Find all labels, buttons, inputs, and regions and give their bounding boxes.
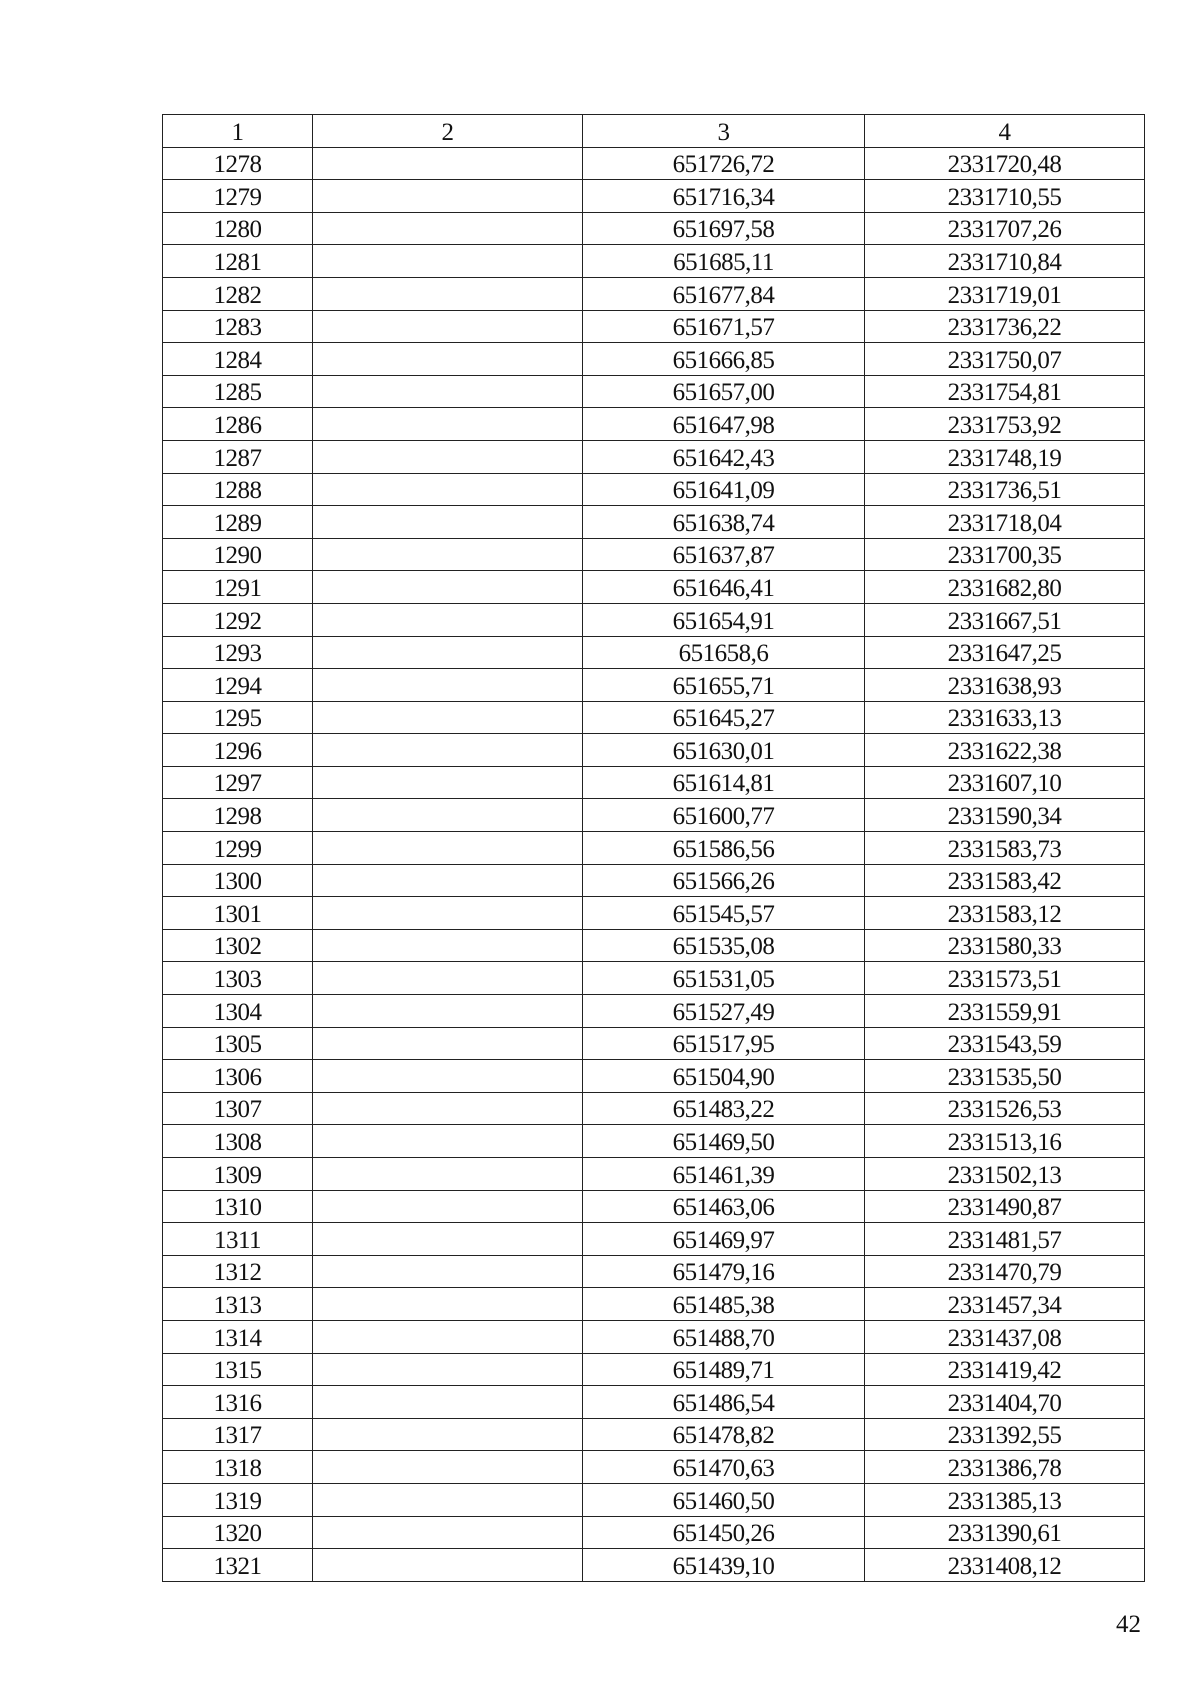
table-cell-col-2 [313,603,583,636]
table-cell-col-3: 651485,38 [583,1288,865,1321]
table-row [163,277,1145,310]
table-row [163,1158,1145,1191]
table-row [163,1223,1145,1256]
table-cell-col-4: 2331754,81 [865,375,1145,408]
table-cell-col-4: 2331710,84 [865,245,1145,278]
table-cell-col-4: 2331750,07 [865,343,1145,376]
table-cell-col-3: 651469,97 [583,1223,865,1256]
table-cell-col-2 [313,1386,583,1419]
table-row [163,1353,1145,1386]
table-row [163,1320,1145,1353]
table-cell-col-2 [313,1451,583,1484]
table-cell-col-3: 651726,72 [583,147,865,180]
table-cell-col-4: 2331573,51 [865,962,1145,995]
table-cell-col-2 [313,1353,583,1386]
table-cell-col-3: 651517,95 [583,1027,865,1060]
table-cell-col-2 [313,1027,583,1060]
table-row [163,929,1145,962]
table-cell-col-2 [313,864,583,897]
table-row [163,375,1145,408]
table-cell-col-1: 1287 [163,440,313,473]
table-cell-col-4: 2331719,01 [865,277,1145,310]
table-cell-col-4: 2331583,42 [865,864,1145,897]
table-cell-col-4: 2331404,70 [865,1386,1145,1419]
table-row [163,147,1145,180]
table-body [163,147,1145,1581]
table-cell-col-2 [313,375,583,408]
table-row [163,408,1145,441]
table-cell-col-3: 651488,70 [583,1320,865,1353]
table-cell-col-2 [313,995,583,1028]
table-cell-col-3: 651463,06 [583,1190,865,1223]
table-row [163,1288,1145,1321]
table-cell-col-1: 1296 [163,734,313,767]
table-cell-col-1: 1319 [163,1483,313,1516]
table-row [163,1125,1145,1158]
table-cell-col-4: 2331580,33 [865,929,1145,962]
table-cell-col-4: 2331748,19 [865,440,1145,473]
table-cell-col-4: 2331392,55 [865,1418,1145,1451]
table-cell-col-4: 2331490,87 [865,1190,1145,1223]
table-cell-col-1: 1309 [163,1158,313,1191]
table-cell-col-3: 651478,82 [583,1418,865,1451]
table-cell-col-3: 651658,6 [583,636,865,669]
table-row [163,1451,1145,1484]
table-cell-col-3: 651470,63 [583,1451,865,1484]
table-cell-col-3: 651527,49 [583,995,865,1028]
table-cell-col-1: 1284 [163,343,313,376]
table-cell-col-4: 2331720,48 [865,147,1145,180]
table-cell-col-4: 2331543,59 [865,1027,1145,1060]
header-cell-3: 3 [583,115,865,148]
table-cell-col-1: 1312 [163,1255,313,1288]
table-cell-col-1: 1311 [163,1223,313,1256]
table-cell-col-3: 651545,57 [583,897,865,930]
table-cell-col-2 [313,1549,583,1582]
table-cell-col-2 [313,1060,583,1093]
table-cell-col-1: 1303 [163,962,313,995]
table-cell-col-2 [313,310,583,343]
table-row [163,1060,1145,1093]
table-row [163,310,1145,343]
table-cell-col-2 [313,473,583,506]
table-cell-col-1: 1291 [163,571,313,604]
table-cell-col-1: 1315 [163,1353,313,1386]
table-row [163,440,1145,473]
table-cell-col-1: 1321 [163,1549,313,1582]
table-cell-col-1: 1299 [163,832,313,865]
table-cell-col-2 [313,897,583,930]
table-cell-col-4: 2331710,55 [865,180,1145,213]
table-cell-col-3: 651489,71 [583,1353,865,1386]
table-row [163,1386,1145,1419]
table-cell-col-1: 1281 [163,245,313,278]
table-cell-col-4: 2331390,61 [865,1516,1145,1549]
table-cell-col-1: 1280 [163,212,313,245]
table-cell-col-4: 2331607,10 [865,766,1145,799]
table-cell-col-3: 651461,39 [583,1158,865,1191]
table-cell-col-3: 651483,22 [583,1092,865,1125]
table-cell-col-1: 1304 [163,995,313,1028]
table-cell-col-1: 1317 [163,1418,313,1451]
table-cell-col-4: 2331638,93 [865,669,1145,702]
table-cell-col-1: 1293 [163,636,313,669]
table-cell-col-4: 2331736,22 [865,310,1145,343]
table-cell-col-1: 1282 [163,277,313,310]
table-cell-col-4: 2331385,13 [865,1483,1145,1516]
table-cell-col-2 [313,1483,583,1516]
table-cell-col-3: 651479,16 [583,1255,865,1288]
table-cell-col-4: 2331437,08 [865,1320,1145,1353]
table-cell-col-3: 651657,00 [583,375,865,408]
table-cell-col-1: 1295 [163,701,313,734]
table-cell-col-2 [313,1092,583,1125]
table-cell-col-3: 651460,50 [583,1483,865,1516]
table-row [163,701,1145,734]
table-row [163,962,1145,995]
table-cell-col-3: 651630,01 [583,734,865,767]
table-cell-col-2 [313,766,583,799]
table-row [163,245,1145,278]
table-cell-col-2 [313,538,583,571]
table-cell-col-3: 651641,09 [583,473,865,506]
table-row [163,766,1145,799]
table-cell-col-4: 2331700,35 [865,538,1145,571]
table-cell-col-3: 651469,50 [583,1125,865,1158]
table-cell-col-3: 651535,08 [583,929,865,962]
table-cell-col-2 [313,245,583,278]
table-cell-col-4: 2331502,13 [865,1158,1145,1191]
table-cell-col-2 [313,1223,583,1256]
table-cell-col-4: 2331682,80 [865,571,1145,604]
coordinates-table [162,114,1145,1582]
table-cell-col-1: 1292 [163,603,313,636]
table-cell-col-4: 2331707,26 [865,212,1145,245]
table-cell-col-2 [313,1125,583,1158]
table-cell-col-2 [313,669,583,702]
table-cell-col-1: 1301 [163,897,313,930]
table-cell-col-2 [313,147,583,180]
table-cell-col-1: 1320 [163,1516,313,1549]
table-cell-col-3: 651671,57 [583,310,865,343]
table-cell-col-2 [313,1255,583,1288]
table-cell-col-4: 2331590,34 [865,799,1145,832]
table-cell-col-3: 651504,90 [583,1060,865,1093]
table-row [163,864,1145,897]
table-cell-col-2 [313,799,583,832]
table-cell-col-2 [313,571,583,604]
header-cell-1: 1 [163,115,313,148]
table-cell-col-4: 2331526,53 [865,1092,1145,1125]
table-cell-col-3: 651439,10 [583,1549,865,1582]
table-cell-col-1: 1314 [163,1320,313,1353]
table-cell-col-3: 651677,84 [583,277,865,310]
table-cell-col-2 [313,832,583,865]
table-row [163,832,1145,865]
table-cell-col-2 [313,408,583,441]
table-row [163,1549,1145,1582]
table-cell-col-4: 2331559,91 [865,995,1145,1028]
table-cell-col-4: 2331481,57 [865,1223,1145,1256]
table-cell-col-2 [313,1190,583,1223]
table-cell-col-4: 2331583,73 [865,832,1145,865]
table-row [163,799,1145,832]
table-cell-col-4: 2331408,12 [865,1549,1145,1582]
table-cell-col-4: 2331457,34 [865,1288,1145,1321]
table-cell-col-2 [313,734,583,767]
table-cell-col-2 [313,506,583,539]
table-cell-col-3: 651531,05 [583,962,865,995]
table-cell-col-3: 651655,71 [583,669,865,702]
table-cell-col-4: 2331419,42 [865,1353,1145,1386]
table-cell-col-4: 2331647,25 [865,636,1145,669]
table-cell-col-1: 1294 [163,669,313,702]
table-cell-col-1: 1308 [163,1125,313,1158]
table-cell-col-1: 1318 [163,1451,313,1484]
table-row [163,538,1145,571]
table-cell-col-4: 2331513,16 [865,1125,1145,1158]
table-row [163,734,1145,767]
table-cell-col-1: 1306 [163,1060,313,1093]
table-cell-col-4: 2331470,79 [865,1255,1145,1288]
table-row [163,995,1145,1028]
table-cell-col-3: 651685,11 [583,245,865,278]
table-cell-col-2 [313,962,583,995]
table-cell-col-4: 2331386,78 [865,1451,1145,1484]
table-cell-col-1: 1302 [163,929,313,962]
table-row [163,1190,1145,1223]
table-cell-col-3: 651716,34 [583,180,865,213]
table-row [163,1516,1145,1549]
table-cell-col-4: 2331753,92 [865,408,1145,441]
table-cell-col-3: 651666,85 [583,343,865,376]
table-cell-col-2 [313,1418,583,1451]
table-row [163,506,1145,539]
table-cell-col-1: 1288 [163,473,313,506]
table-cell-col-3: 651450,26 [583,1516,865,1549]
table-row [163,1483,1145,1516]
table-cell-col-1: 1310 [163,1190,313,1223]
table-row [163,1027,1145,1060]
table-cell-col-3: 651637,87 [583,538,865,571]
table-cell-col-2 [313,929,583,962]
table-cell-col-3: 651566,26 [583,864,865,897]
table-cell-col-2 [313,701,583,734]
table-cell-col-2 [313,180,583,213]
table-cell-col-4: 2331736,51 [865,473,1145,506]
table-cell-col-3: 651654,91 [583,603,865,636]
table-row [163,1418,1145,1451]
table-row [163,603,1145,636]
table-cell-col-4: 2331633,13 [865,701,1145,734]
header-cell-4: 4 [865,115,1145,148]
table-cell-col-3: 651646,41 [583,571,865,604]
table-cell-col-1: 1285 [163,375,313,408]
table-cell-col-1: 1290 [163,538,313,571]
table-cell-col-3: 651642,43 [583,440,865,473]
table-row [163,571,1145,604]
table-cell-col-3: 651586,56 [583,832,865,865]
table-cell-col-3: 651645,27 [583,701,865,734]
table-cell-col-1: 1307 [163,1092,313,1125]
table-cell-col-1: 1286 [163,408,313,441]
table-cell-col-2 [313,343,583,376]
table-cell-col-4: 2331583,12 [865,897,1145,930]
table-row [163,669,1145,702]
table-cell-col-1: 1300 [163,864,313,897]
table-cell-col-2 [313,1516,583,1549]
table-row [163,1092,1145,1125]
table-cell-col-2 [313,440,583,473]
table-cell-col-3: 651647,98 [583,408,865,441]
table-cell-col-2 [313,636,583,669]
table-cell-col-1: 1297 [163,766,313,799]
table-cell-col-1: 1283 [163,310,313,343]
table-cell-col-2 [313,1158,583,1191]
table-cell-col-2 [313,1288,583,1321]
table-cell-col-4: 2331718,04 [865,506,1145,539]
table-cell-col-2 [313,212,583,245]
table-cell-col-3: 651600,77 [583,799,865,832]
table-header-row [163,115,1145,148]
table-cell-col-3: 651638,74 [583,506,865,539]
table-cell-col-1: 1298 [163,799,313,832]
table-cell-col-1: 1313 [163,1288,313,1321]
table-cell-col-4: 2331622,38 [865,734,1145,767]
table-row [163,636,1145,669]
table-cell-col-1: 1279 [163,180,313,213]
table-cell-col-1: 1278 [163,147,313,180]
table-cell-col-3: 651697,58 [583,212,865,245]
table-cell-col-3: 651486,54 [583,1386,865,1419]
table-cell-col-2 [313,277,583,310]
table-row [163,212,1145,245]
page-number: 42 [1116,1611,1141,1638]
table-cell-col-1: 1316 [163,1386,313,1419]
table-cell-col-2 [313,1320,583,1353]
table-cell-col-1: 1289 [163,506,313,539]
table-row [163,897,1145,930]
table-row [163,343,1145,376]
table-row [163,1255,1145,1288]
table-cell-col-4: 2331667,51 [865,603,1145,636]
table-cell-col-3: 651614,81 [583,766,865,799]
table-row [163,473,1145,506]
table-cell-col-4: 2331535,50 [865,1060,1145,1093]
table-cell-col-1: 1305 [163,1027,313,1060]
table-row [163,180,1145,213]
header-cell-2: 2 [313,115,583,148]
